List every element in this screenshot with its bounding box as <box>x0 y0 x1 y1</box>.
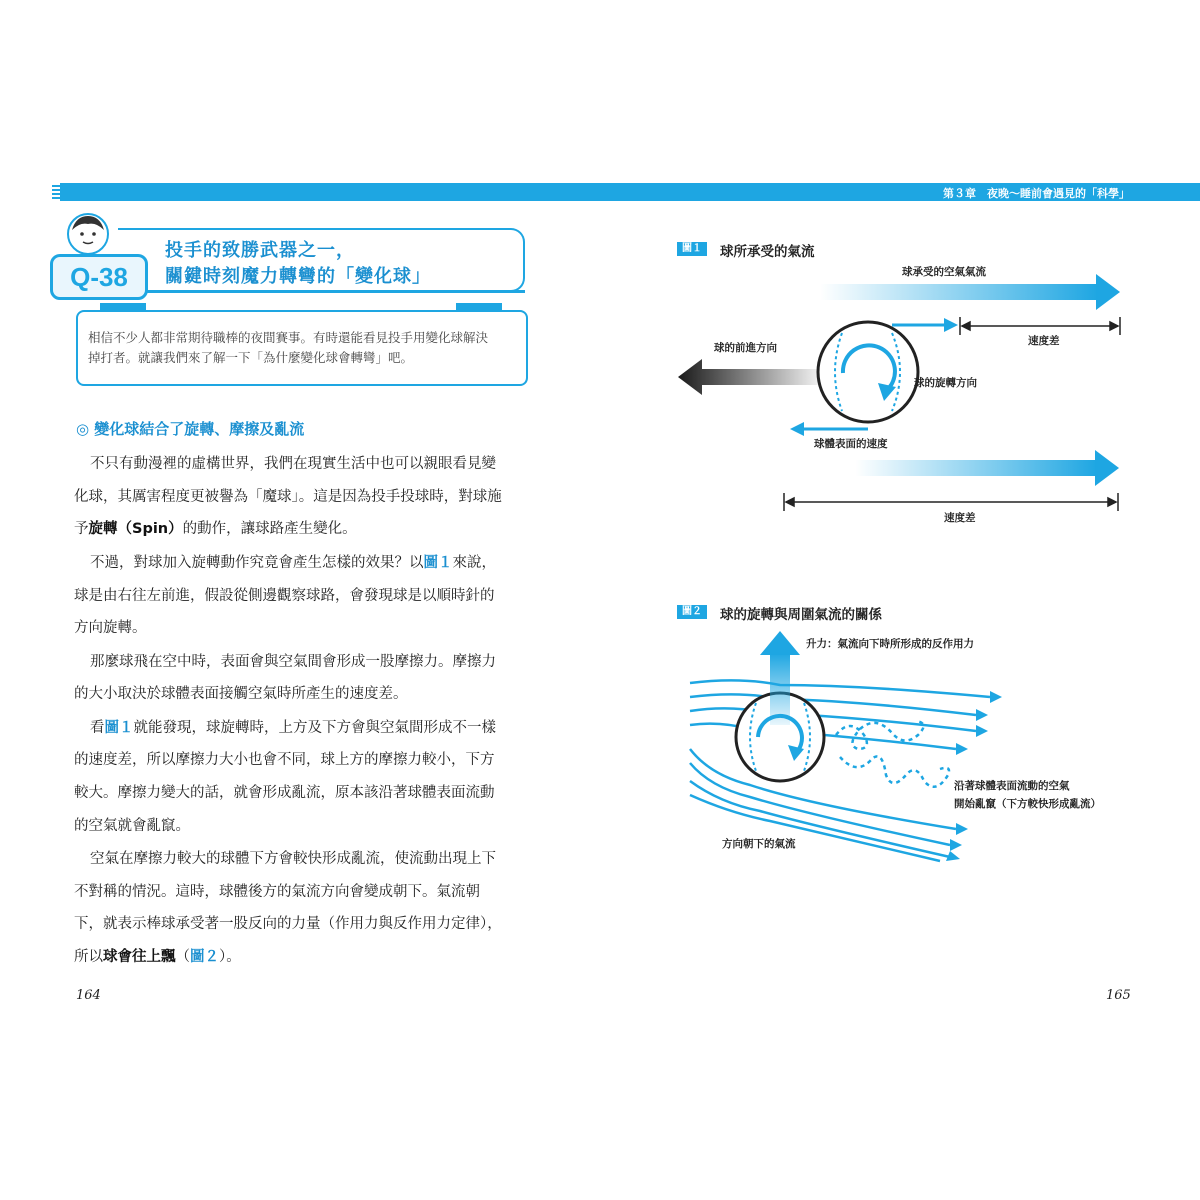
figure1-diagram <box>660 255 1140 535</box>
intro-line-1: 相信不少人都非常期待職棒的夜間賽事。有時還能看見投手用變化球解決 <box>88 330 489 345</box>
figure-ref-1[interactable]: 圖１ <box>104 720 134 736</box>
figure1-caption: 球所承受的氣流 <box>720 244 815 260</box>
body-line: 球是由右往左前進，假設從側邊觀察球路，會發現球是以順時針的 <box>74 588 495 604</box>
figure2-caption: 球的旋轉與周圍氣流的關係 <box>720 607 882 623</box>
label-spin-direction: 球的旋轉方向 <box>914 377 977 389</box>
body-line: 看圖１就能發現，球旋轉時，上方及下方會與空氣間形成不一樣 <box>90 720 496 736</box>
label-speed-diff-top: 速度差 <box>1028 335 1060 347</box>
body-line: 的速度差，所以摩擦力大小也會不同，球上方的摩擦力較小，下方 <box>74 752 495 768</box>
speed-diff-dimension-bottom <box>784 493 1118 511</box>
label-lift-force: 升力：氣流向下時所形成的反作用力 <box>806 638 974 650</box>
label-surface-speed: 球體表面的速度 <box>814 438 888 450</box>
chapter-title: 第３章 夜晚～睡前會遇見的「科學」 <box>943 187 1130 200</box>
label-air-flow: 球承受的空氣氣流 <box>902 266 986 278</box>
label-turbulence-line1: 沿著球體表面流動的空氣 <box>954 780 1070 792</box>
streamlines <box>690 680 990 861</box>
label-turbulence-line2: 開始亂竄（下方較快形成亂流） <box>954 798 1101 810</box>
question-badge: Q-38 <box>50 254 148 300</box>
intro-line-2: 掉打者。就讓我們來了解一下「為什麼變化球會轉彎」吧。 <box>88 350 414 365</box>
forward-direction-arrow <box>678 359 828 395</box>
emphasis-lift: 球會往上飄 <box>103 949 176 965</box>
section-heading: ◎ 變化球結合了旋轉、摩擦及亂流 <box>76 420 305 438</box>
baseball-icon <box>818 322 918 422</box>
question-header-stripe <box>118 290 525 293</box>
figure2-diagram <box>660 625 1060 865</box>
page-number-left: 164 <box>76 988 101 1003</box>
body-line: 方向旋轉。 <box>74 620 147 636</box>
figure-ref-2[interactable]: 圖２ <box>190 949 219 965</box>
label-speed-diff-bottom: 速度差 <box>944 512 976 524</box>
body-line: 化球，其厲害程度更被譽為「魔球」。這是因為投手投球時，對球施 <box>74 489 502 505</box>
body-line: 不對稱的情況。這時，球體後方的氣流方向會變成朝下。氣流朝 <box>74 884 480 900</box>
figure2-tag: 圖２ <box>677 605 707 619</box>
body-line: 不只有動漫裡的虛構世界，我們在現實生活中也可以親眼看見變 <box>90 456 496 472</box>
surface-speed-arrow-bottom <box>790 422 868 436</box>
body-line: 予旋轉（Spin）的動作，讓球路產生變化。 <box>74 521 357 537</box>
figure-ref-1[interactable]: 圖１ <box>423 555 453 571</box>
turbulence-loops <box>836 721 949 787</box>
question-title-line2: 關鍵時刻魔力轉彎的「變化球」 <box>165 266 431 287</box>
surface-speed-arrow-top <box>892 318 958 332</box>
body-line: 不過，對球加入旋轉動作究竟會產生怎樣的效果？以圖１來說， <box>90 555 496 571</box>
body-line: 的空氣就會亂竄。 <box>74 818 190 834</box>
body-line: 空氣在摩擦力較大的球體下方會較快形成亂流，使流動出現上下 <box>90 851 496 867</box>
body-line: 較大。摩擦力變大的話，就會形成亂流，原本該沿著球體表面流動 <box>74 785 495 801</box>
air-flow-arrow-bottom <box>855 450 1119 486</box>
label-forward-direction: 球的前進方向 <box>714 342 777 354</box>
question-title-line1: 投手的致勝武器之一， <box>165 240 355 261</box>
label-downward-flow: 方向朝下的氣流 <box>722 838 796 850</box>
body-line: 下，就表示棒球承受著一股反向的力量（作用力與反作用力定律）， <box>74 916 502 932</box>
body-line: 所以球會往上飄（圖２）。 <box>74 949 241 965</box>
air-flow-arrow-top <box>820 274 1120 310</box>
body-line: 那麼球飛在空中時，表面會與空氣間會形成一股摩擦力。摩擦力 <box>90 654 496 670</box>
body-line: 的大小取決於球體表面接觸空氣時所產生的速度差。 <box>74 686 408 702</box>
page-number-right: 165 <box>1106 988 1131 1003</box>
figure1-tag: 圖１ <box>677 242 707 256</box>
character-avatar-icon <box>66 212 110 256</box>
emphasis-spin: 旋轉（Spin） <box>88 521 183 537</box>
